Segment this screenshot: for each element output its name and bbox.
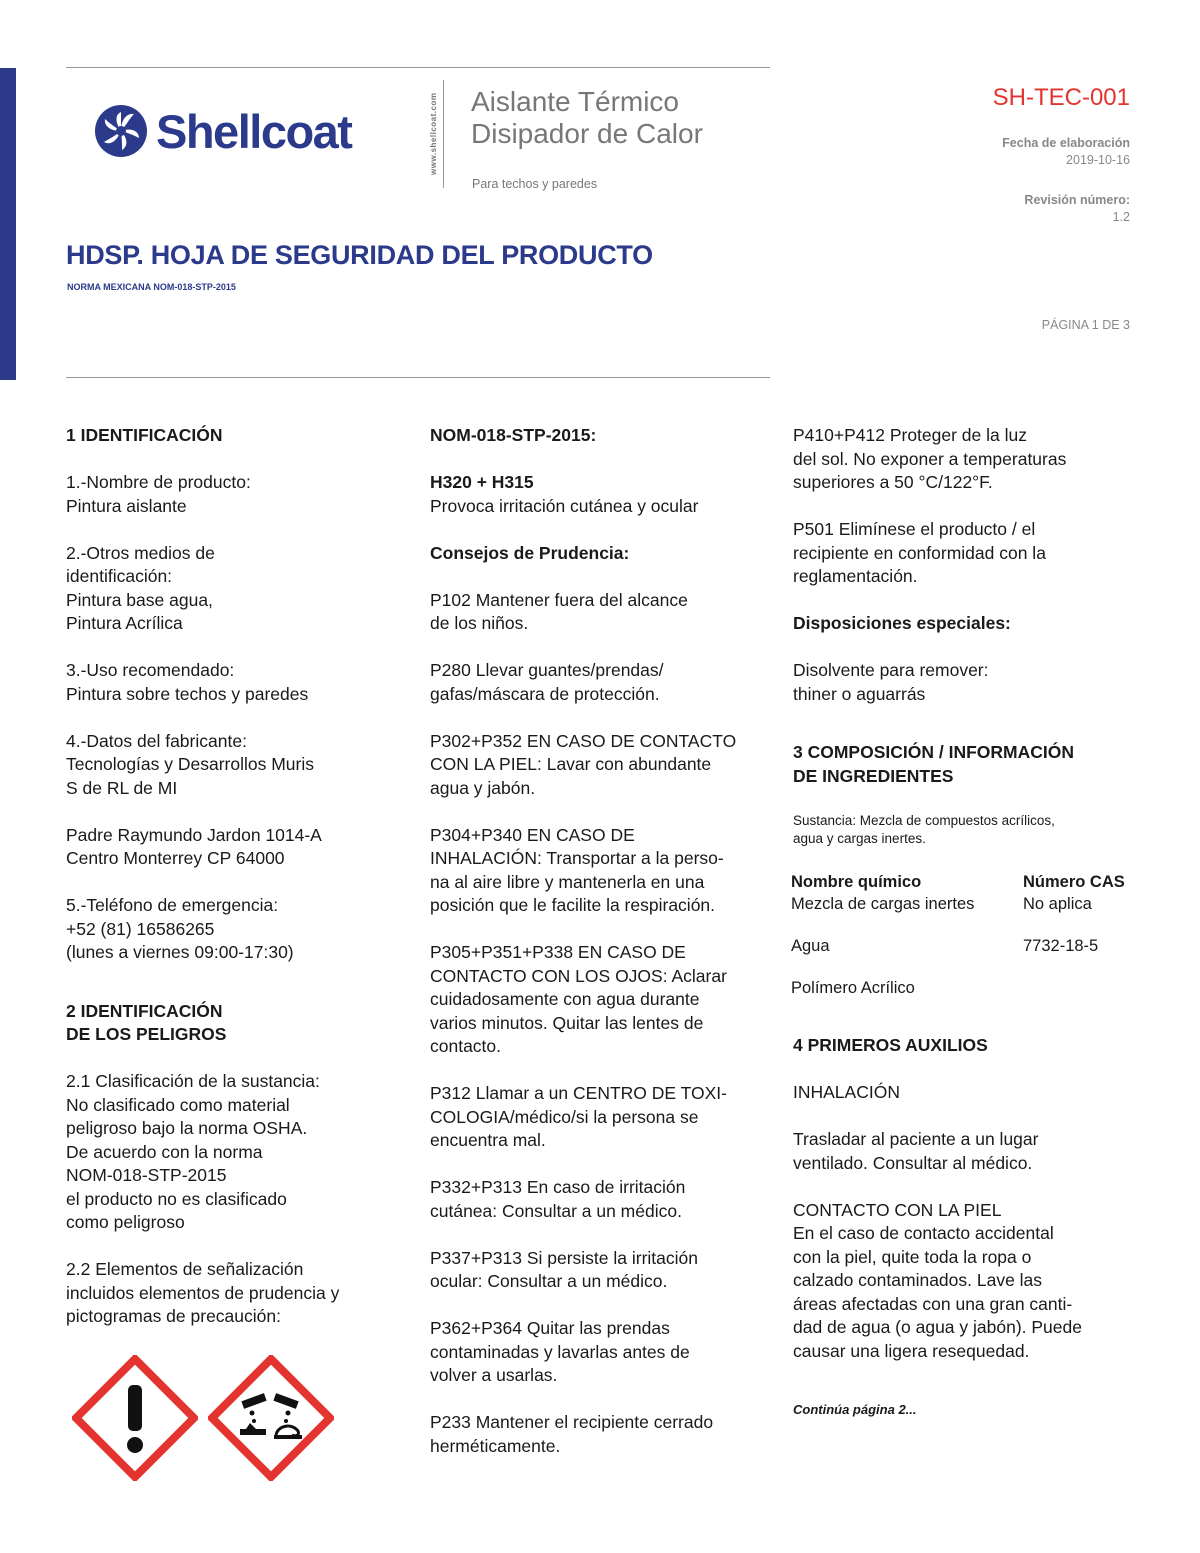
header-vertical-divider [443,80,444,188]
shellcoat-logo [94,104,351,158]
section-divider [66,377,770,378]
ghs-pictograms [72,1355,334,1481]
product-subtitle: Para techos y paredes [472,177,598,191]
section-1-heading: 1 IDENTIFICACIÓN [66,425,223,445]
page-title: HDSP. HOJA DE SEGURIDAD DEL PRODUCTO [66,240,653,270]
column-identification: 1 IDENTIFICACIÓN 1.-Nombre de producto: Pintura aislante 2.-Otros medios de identificación: Pintura base agua, Pintura Acrílica 3.-Uso recomendado: Pintura sobre techos y paredes 4.-Datos del fabricante: Tecnologías y Desarrollos Muris S de RL de MI Padre Raymundo Jardon 1014-A Centro Monterrey CP 64000 5.-Teléfono de emergencia: +52 (81) 16586265 (lunes a viernes 09:00-17:30) 2 IDENTIFICACIÓN DE LOS PELIGROS 2.1 Clasificación de la sustancia: No clasificado como material peligroso bajo la norma OSHA. De acuerdo con la norma NOM-018-STP-2015 el producto no es clasificado como peligroso 2.2 Elementos de señalización incluidos elementos de prudencia y pictogramas de precaución: [66,424,396,1329]
vertical-url: www.shellcoat.com [429,92,438,176]
corrosion-icon [208,1355,334,1481]
elaboration-date: Fecha de elaboración 2019-10-16 [1002,136,1130,167]
logo-wordmark: Shellcoat [156,104,352,158]
top-divider [66,67,770,68]
exclamation-mark-icon [72,1355,198,1481]
shellcoat-logo-icon [94,104,148,158]
column-composition-first-aid: P410+P412 Proteger de la luz del sol. No exponer a temperaturas superiores a 50 °C/122°F. P501 Elimínese el producto / el recipiente en conformidad con la reglamentación. Disposiciones especiales: Disolvente para remover: thiner o aguarrás 3 COMPOSICIÓN / INFORMACIÓN DE INGREDIENTES Sustancia: Mezcla de compuestos acrílicos, agua y cargas inertes. Nombre químico Número CAS Mezcla de cargas inertes No aplica Agua 7732-18-5 Polímero Acrílico 4 PRIMEROS AUXILIOS INHALACIÓN Trasladar al paciente a un lugar ventilado. Consultar al médico. CONTACTO CON LA PIEL En el caso de contacto accidental con la piel, quite toda la ropa o calzado contaminados. Lave las áreas afectadas con una gran canti- dad de agua (o agua y jabón). Puede causar una ligera resequedad. Continúa página 2... [793,424,1138,1422]
page-number: PÁGINA 1 DE 3 [1041,318,1130,332]
side-accent-bar [0,68,16,380]
ingredients-table: Nombre químico Número CAS Mezcla de cargas inertes No aplica Agua 7732-18-5 Polímero Acrílico [791,873,1125,997]
revision-number: Revisión número: 1.2 [1024,193,1130,224]
section-3-heading: 3 COMPOSICIÓN / INFORMACIÓN [793,742,1074,762]
column-hazard-statements: NOM-018-STP-2015: H320 + H315 Provoca irritación cutánea y ocular Consejos de Prudencia: P102 Mantener fuera del alcance de los niños. P280 Llevar guantes/prendas/ gafas/máscara de protección. P302+P352 EN CASO DE CONTACTO CON LA PIEL: Lavar con abundante agua y jabón. P304+P340 EN CASO DE INHALACIÓN: Transportar a la perso- na al aire libre y mantenerla en una posición que le facilite la respiración. P305+P351+P338 EN CASO DE CONTACTO CON LOS OJOS: Aclarar cuidadosamente con agua durante varios minutos. Quitar las lentes de contacto. P312 Llamar a un CENTRO DE TOXI- COLOGIA/médico/si la persona se encuentra mal. P332+P313 En caso de irritación cutánea: Consultar a un médico. P337+P313 Si persiste la irritación ocular: Consultar a un médico. P362+P364 Quitar las prendas contaminadas y lavarlas antes de volver a usarlas. P233 Mantener el recipiente cerrado herméticamente. [430,425,737,1456]
norm-subtitle: NORMA MEXICANA NOM-018-STP-2015 [67,282,236,292]
document-code: SH-TEC-001 [992,84,1130,111]
section-4-heading: 4 PRIMEROS AUXILIOS [793,1035,988,1055]
section-2-heading: 2 IDENTIFICACIÓN [66,1000,223,1021]
product-title: Aislante Térmico Disipador de Calor [471,86,703,149]
continue-note: Continúa página 2... [793,1402,917,1417]
